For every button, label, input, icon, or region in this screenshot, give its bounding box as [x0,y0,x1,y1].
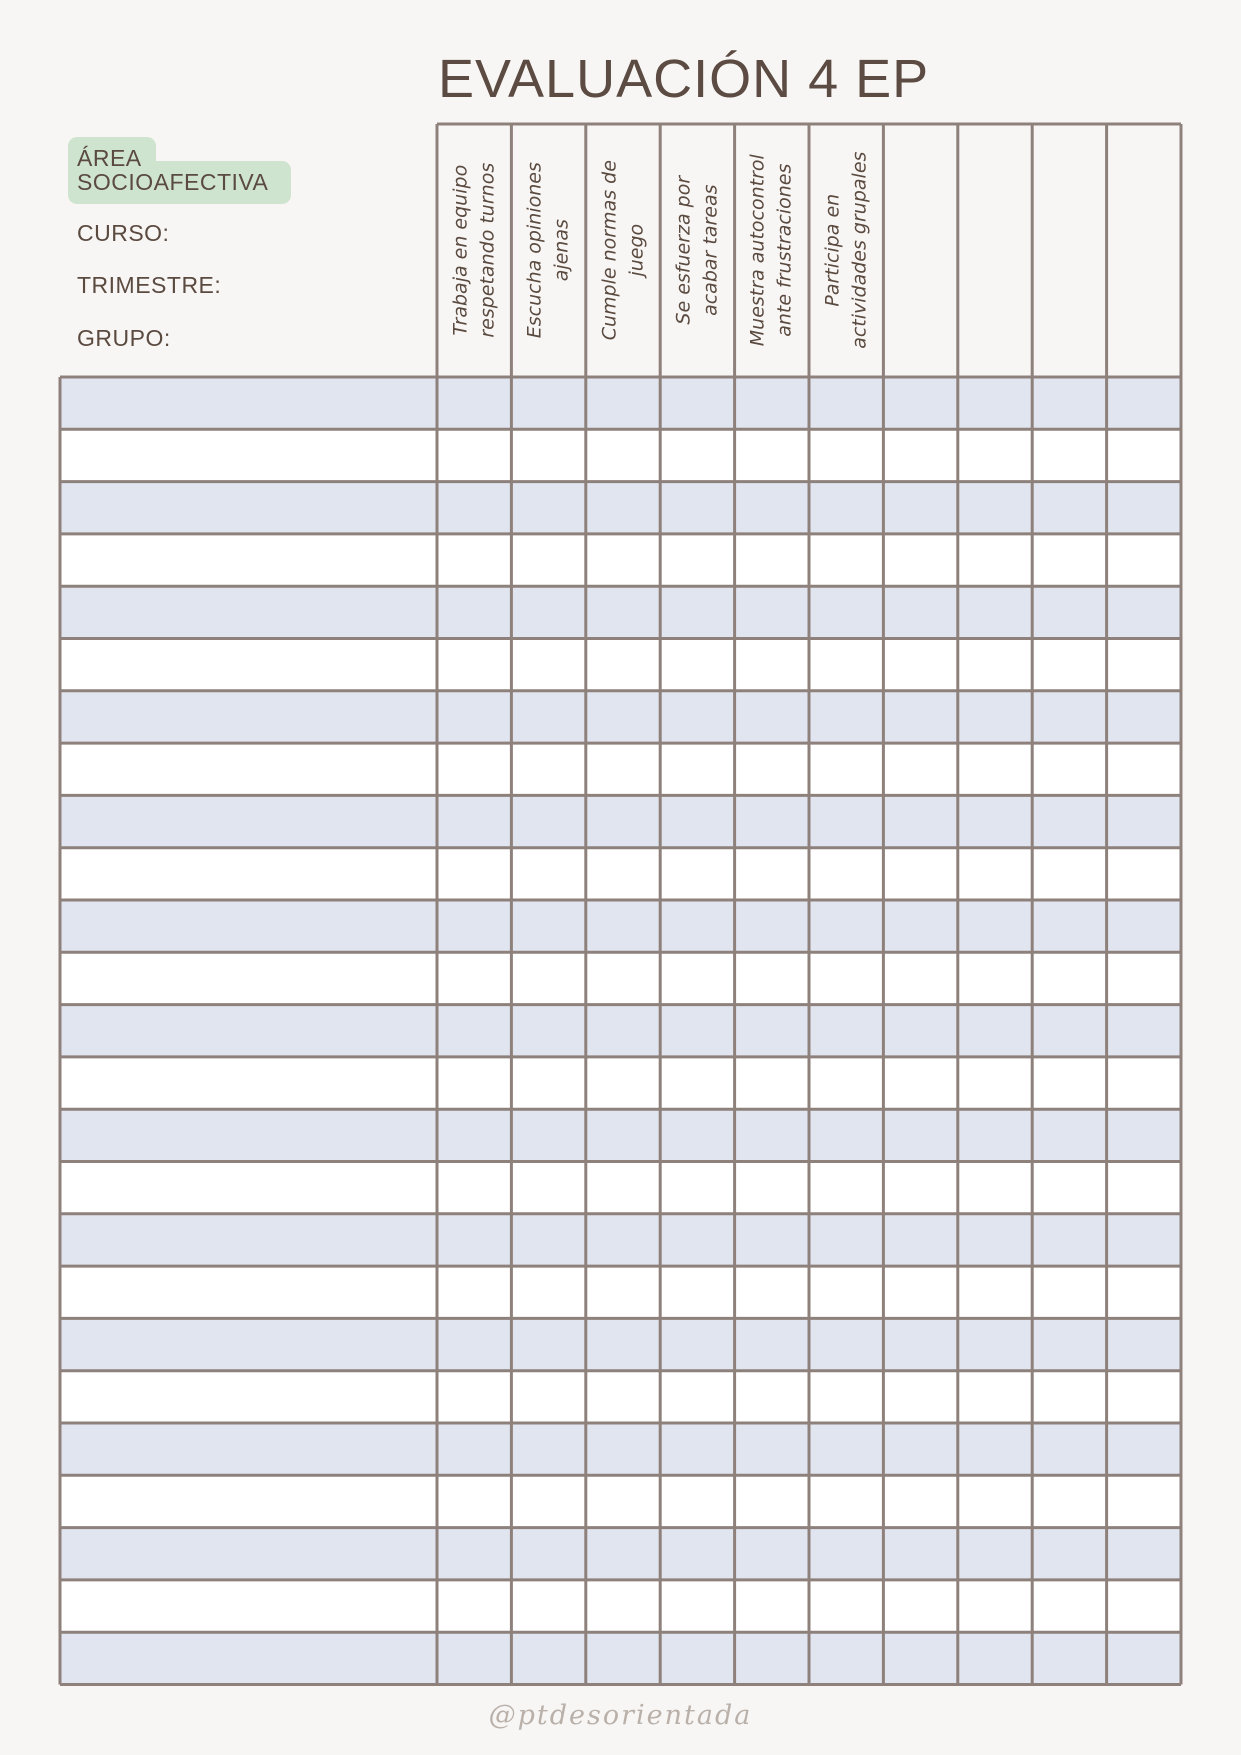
criterion-header-5 [738,131,806,370]
criterion-header-4 [663,131,731,370]
table-row[interactable] [60,1318,1181,1370]
table-row[interactable] [60,586,1181,638]
table-row[interactable] [60,639,1181,691]
criterion-header-1 [440,131,508,370]
table-row[interactable] [60,1528,1181,1580]
criterion-label-line2: juego [624,224,647,277]
table-row[interactable] [60,429,1181,481]
table-row[interactable] [60,795,1181,847]
table-row[interactable] [60,1162,1181,1214]
criterion-label-line1: Se esfuerza por [672,176,695,325]
curso-label: CURSO: [77,220,170,246]
criterion-header-8 [961,131,1029,370]
area-tag [68,137,293,206]
table-row[interactable] [60,1371,1181,1423]
table-row[interactable] [60,848,1181,900]
area-label [77,146,268,194]
trimestre-label: TRIMESTRE: [77,272,222,298]
criterion-header-10 [1110,131,1178,370]
table-row[interactable] [60,1266,1181,1318]
page-title: EVALUACIÓN 4 EP [438,49,930,109]
table-row[interactable] [60,900,1181,952]
criterion-header-3 [589,131,657,370]
criterion-label-line1: Muestra autocontrol [746,154,769,347]
criterion-label-line2: actividades grupales [848,151,871,350]
criterion-label-line2: ante frustraciones [773,163,796,338]
area-label-line1: ÁREA [77,145,142,171]
evaluation-table [60,124,1181,1686]
table-row[interactable] [60,1423,1181,1475]
table-row[interactable] [60,691,1181,743]
table-row[interactable] [60,1580,1181,1632]
table-row[interactable] [60,1057,1181,1109]
area-label-line2: SOCIOAFECTIVA [77,169,269,195]
table-row[interactable] [60,534,1181,586]
criterion-label-line1: Participa en [821,194,844,307]
table-row[interactable] [60,1475,1181,1527]
table-row[interactable] [60,1005,1181,1057]
criterion-label-line1: Cumple normas de [597,160,620,341]
criterion-header-6 [812,131,880,370]
table-row[interactable] [60,377,1181,429]
table-row[interactable] [60,1109,1181,1161]
table-row[interactable] [60,743,1181,795]
criterion-label-line1: Trabaja en equipo [449,165,472,336]
criterion-label-line2: acabar tareas [699,184,722,317]
table-row[interactable] [60,1214,1181,1266]
criterion-header-9 [1035,131,1103,370]
table-row[interactable] [60,482,1181,534]
grupo-label: GRUPO: [77,325,171,351]
table-row[interactable] [60,952,1181,1004]
criterion-header-7 [886,131,954,370]
criterion-header-2 [514,131,582,370]
criterion-label-line2: respetando turnos [476,163,499,338]
criterion-label-line1: Escucha opiniones [523,162,546,339]
watermark: @ptdesorientada [488,1700,753,1731]
table-row[interactable] [60,1632,1181,1684]
criterion-label-line2: ajenas [550,219,573,282]
